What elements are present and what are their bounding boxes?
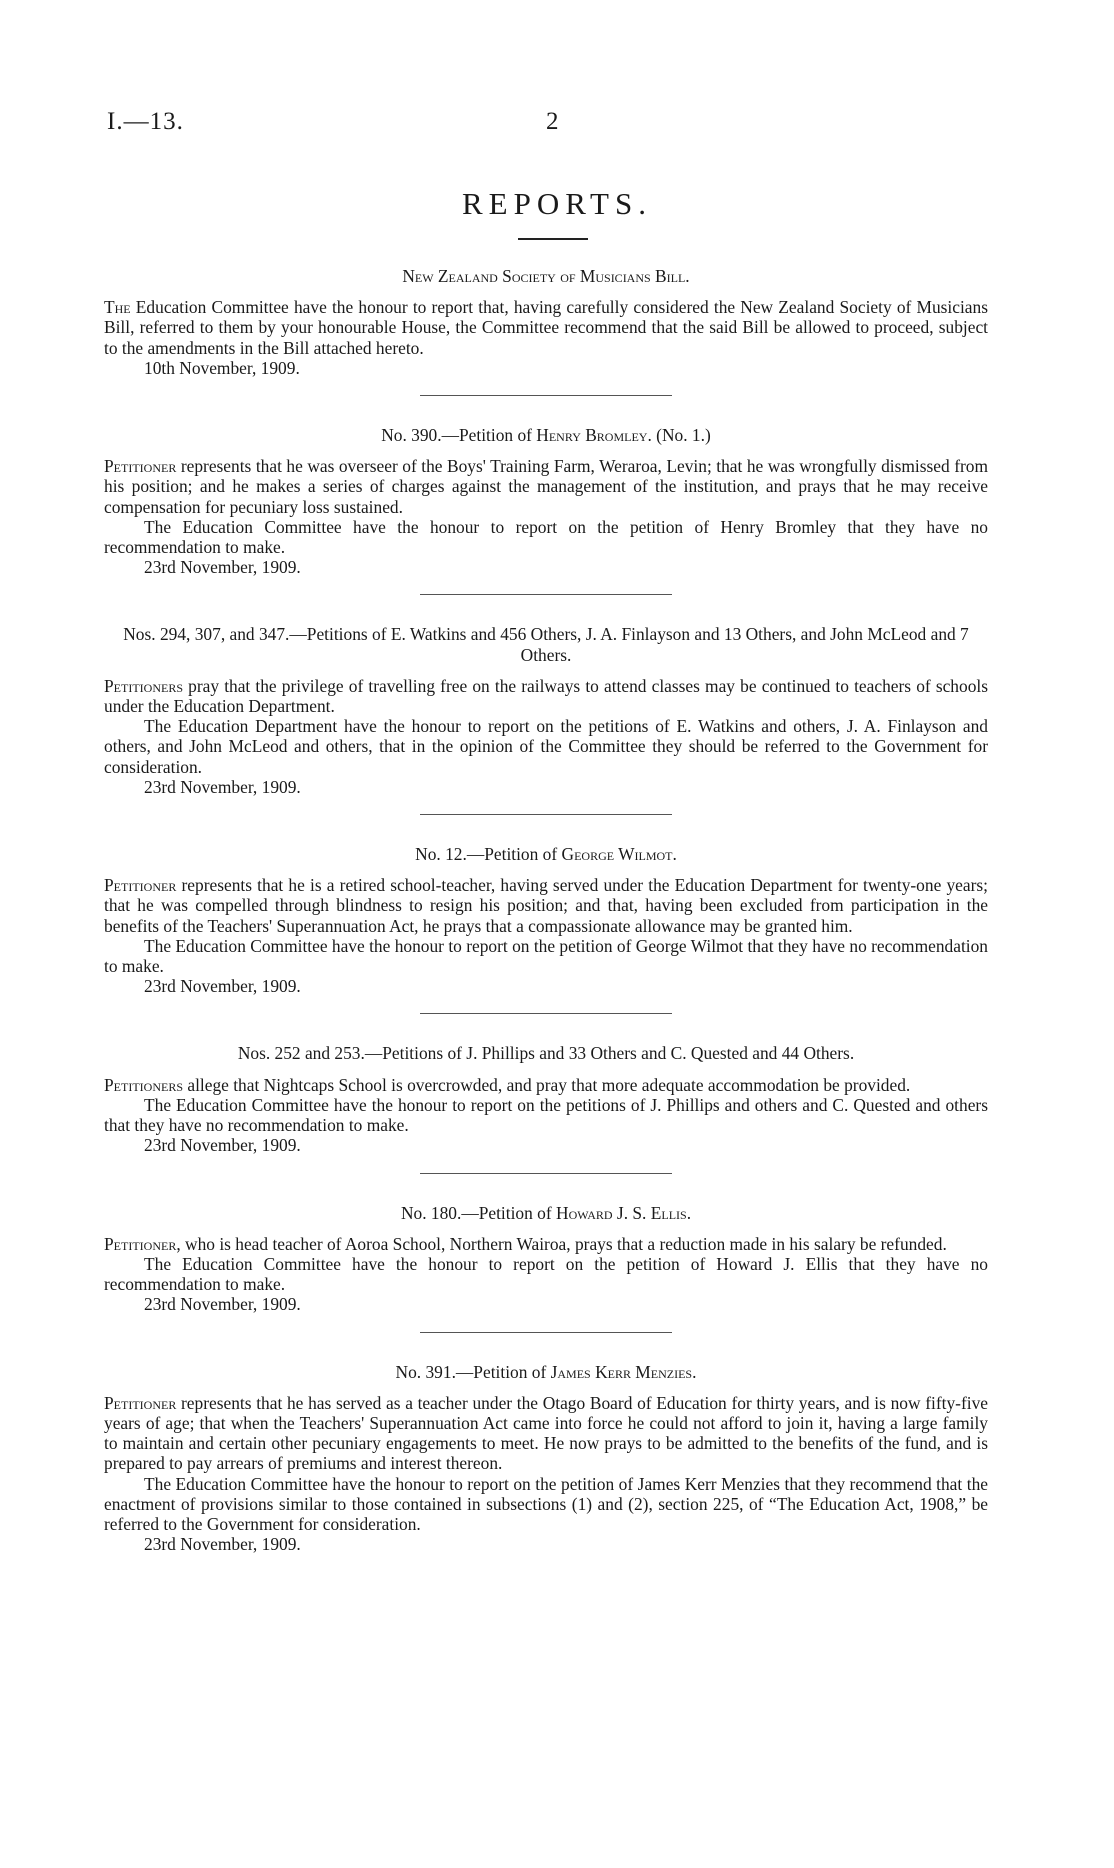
section-body: Petitioner represents that he has served as a teacher under the Otago Board of Education for thirty years, and is now fifty-five years of age; that when the Teachers' Superannuation Act came into force he could not afford to join it, having a large family to maintain and certain other pecuniary engagements to meet. He now prays to be admitted to the benefits of the fund, and is prepared to pay arrears of premiums and interest thereon.: [104, 1392, 988, 1474]
report-section-bromley: [104, 425, 988, 595]
section-divider: [420, 1332, 672, 1333]
page-number: 2: [546, 108, 559, 135]
report-date: 23rd November, 1909.: [144, 557, 301, 578]
committee-report: The Education Committee have the honour to report on the petition of Henry Bromley that they have no recommendation to make.: [104, 516, 988, 558]
page-title: REPORTS.: [462, 186, 652, 221]
committee-report: The Education Committee have the honour to report on the petition of Howard J. Ellis that they have no recommendation to make.: [104, 1253, 988, 1295]
report-date: 23rd November, 1909.: [144, 976, 301, 997]
section-body: Petitioner represents that he was overseer of the Boys' Training Farm, Weraroa, Levin; that he was wrongfully dismissed from his position; and he makes a series of charges against the management of the institution, and prays that he may receive compensation for pecuniary loss sustained.: [104, 456, 988, 517]
section-divider: [420, 594, 672, 595]
committee-report: The Education Committee have the honour to report on the petition of James Kerr Menzies that they recommend that the enactment of provisions similar to those contained in subsections (1) and (2), section 225, of “The Education Act, 1908,” be referred to the Government for consideration.: [104, 1473, 988, 1534]
report-date: 23rd November, 1909.: [144, 776, 301, 797]
report-section-wilmot: [104, 844, 988, 1014]
section-body: The Education Committee have the honour to report that, having carefully considered the New Zealand Society of Musicians Bill, referred to them by your honourable House, the Committee recommend that the said Bill be allowed to proceed, subject to the amendments in the Bill attached hereto.: [104, 297, 988, 358]
committee-report: The Education Committee have the honour to report on the petitions of J. Phillips and others and C. Quested and others that they have no recommendation to make.: [104, 1094, 988, 1136]
committee-report: The Education Committee have the honour to report on the petition of George Wilmot that they have no recommendation to make.: [104, 935, 988, 977]
section-heading: No. 180.—Petition of Howard J. S. Ellis.: [400, 1202, 692, 1223]
section-body: Petitioners pray that the privilege of travelling free on the railways to attend classes may be continued to teachers of schools under the Education Department.: [104, 675, 988, 717]
section-divider: [420, 814, 672, 815]
report-section-watkins-finlayson-mcleod: [104, 624, 988, 815]
report-section-phillips-quested: [104, 1043, 988, 1173]
section-divider: [420, 1173, 672, 1174]
section-heading: Nos. 252 and 253.—Petitions of J. Phillips and 33 Others and C. Quested and 44 Others.: [237, 1043, 855, 1064]
section-heading: Nos. 294, 307, and 347.—Petitions of E. Watkins and 456 Others, J. A. Finlayson and 13 Others, and John McLeod and 7 Others.: [123, 624, 969, 665]
section-body: Petitioner, who is head teacher of Aoroa School, Northern Wairoa, prays that a reduction made in his salary be refunded.: [104, 1233, 947, 1254]
section-body: Petitioner represents that he is a retired school-teacher, having served under the Education Department for twenty-one years; that he was compelled through blindness to resign his position; and that, having been excluded from participation in the benefits of the Teachers' Superannuation Act, he prays that a compassionate allowance may be granted him.: [104, 875, 988, 936]
title-rule: [518, 238, 588, 240]
section-heading: No. 12.—Petition of George Wilmot.: [415, 844, 677, 865]
reports-body: [104, 266, 988, 1554]
document-reference: I.—13.: [107, 108, 184, 135]
report-section-musicians-bill: [104, 266, 988, 396]
section-heading: No. 390.—Petition of Henry Bromley. (No. 1.): [381, 425, 711, 446]
section-heading: New Zealand Society of Musicians Bill.: [402, 266, 690, 286]
section-divider: [420, 395, 672, 396]
section-heading: No. 391.—Petition of James Kerr Menzies.: [395, 1361, 697, 1382]
section-divider: [420, 1013, 672, 1014]
report-date: 23rd November, 1909.: [144, 1534, 301, 1555]
report-section-ellis: [104, 1203, 988, 1333]
report-section-menzies: [104, 1362, 988, 1555]
committee-report: The Education Department have the honour to report on the petitions of E. Watkins and others, J. A. Finlayson and others, and John McLeod and others, that in the opinion of the Committee they should be referred to the Government for consideration.: [104, 716, 988, 777]
report-date: 10th November, 1909.: [144, 357, 300, 378]
report-date: 23rd November, 1909.: [144, 1294, 301, 1315]
section-body: Petitioners allege that Nightcaps School is overcrowded, and pray that more adequate accommodation be provided.: [104, 1074, 911, 1095]
report-date: 23rd November, 1909.: [144, 1135, 301, 1156]
